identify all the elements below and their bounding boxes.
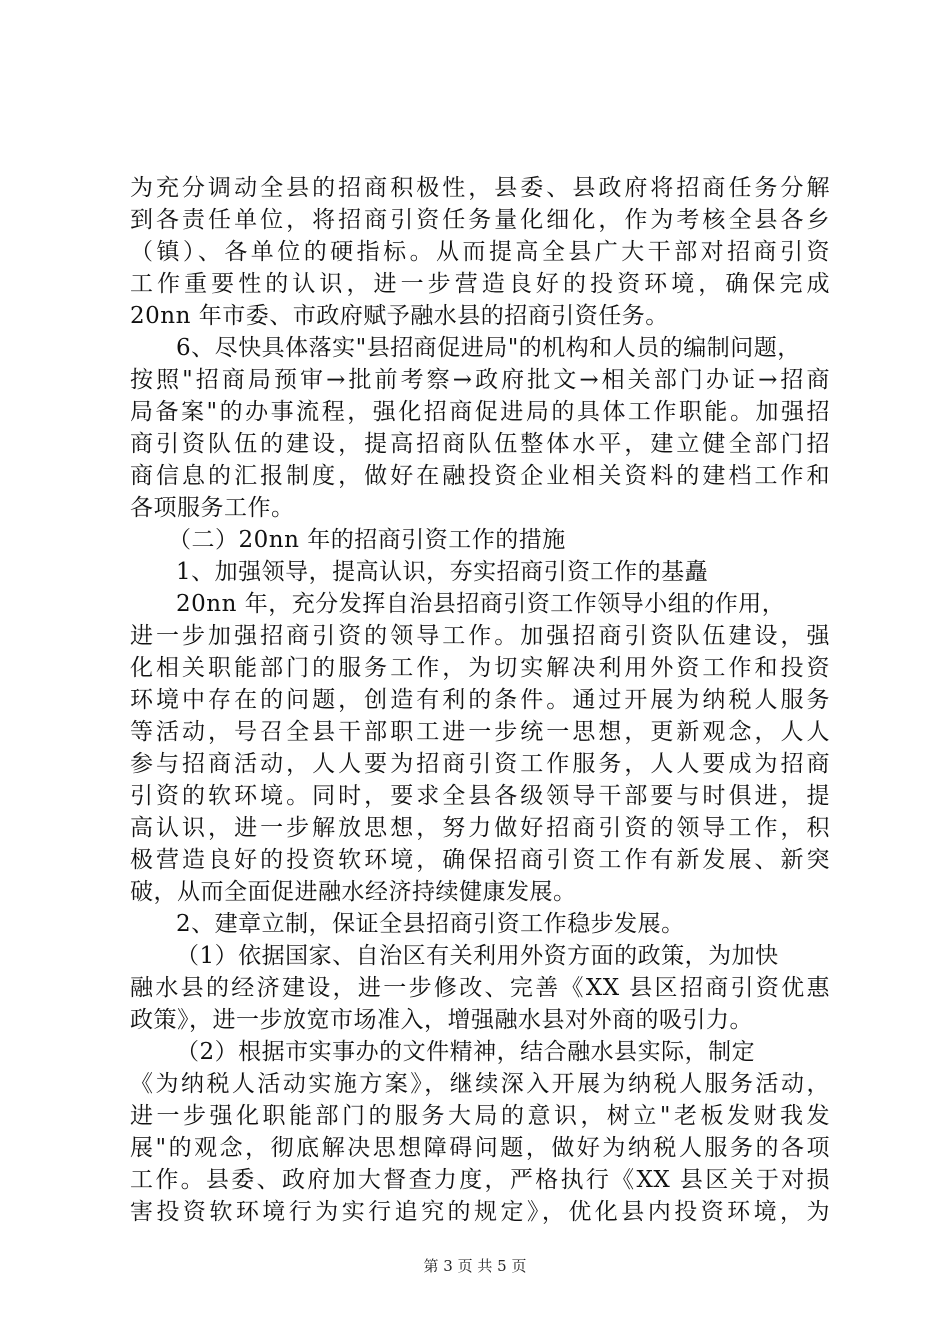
paragraph-line: 20nn 年市委、市政府赋予融水县的招商引资任务。: [130, 303, 669, 329]
section-heading: （二）20nn 年的招商引资工作的措施: [168, 527, 566, 553]
paragraph-line: 害投资软环境行为实行追究的规定》，优化县内投资环境，为: [130, 1199, 830, 1225]
paragraph-line: 进一步强化职能部门的服务大局的意识，树立"老板发财我发: [130, 1103, 830, 1129]
paragraph-line: 工作。县委、政府加大督查力度，严格执行《XX 县区关于对损: [130, 1167, 830, 1193]
paragraph-line: 20nn 年，充分发挥自治县招商引资工作领导小组的作用，: [176, 591, 786, 617]
paragraph-line: 各项服务工作。: [130, 495, 295, 521]
paragraph-line: 融水县的经济建设，进一步修改、完善《XX 县区招商引资优惠: [130, 975, 830, 1001]
paragraph-line: 到各责任单位，将招商引资任务量化细化，作为考核全县各乡: [130, 207, 830, 233]
paragraph-line: （1）依据国家、自治区有关利用外资方面的政策，为加快: [176, 943, 779, 969]
paragraph-line: 环境中存在的问题，创造有利的条件。通过开展为纳税人服务: [130, 687, 830, 713]
paragraph-line: 《为纳税人活动实施方案》，继续深入开展为纳税人服务活动，: [130, 1071, 830, 1097]
paragraph-line: 破，从而全面促进融水经济持续健康发展。: [130, 879, 577, 905]
page-number-footer: 第 3 页 共 5 页: [423, 1257, 527, 1275]
paragraph-line: 工作重要性的认识，进一步营造良好的投资环境，确保完成: [130, 271, 830, 297]
paragraph-line: 高认识，进一步解放思想，努力做好招商引资的领导工作，积: [130, 815, 830, 841]
paragraph-line: 局备案"的办事流程，强化招商促进局的具体工作职能。加强招: [130, 399, 830, 425]
paragraph-line: 6、尽快具体落实"县招商促进局"的机构和人员的编制问题，: [176, 335, 801, 361]
paragraph-line: 引资的软环境。同时，要求全县各级领导干部要与时俱进，提: [130, 783, 830, 809]
paragraph-line: 为充分调动全县的招商积极性，县委、县政府将招商任务分解: [130, 175, 830, 201]
subsection-heading: 2、建章立制，保证全县招商引资工作稳步发展。: [176, 911, 685, 937]
paragraph-line: 进一步加强招商引资的领导工作。加强招商引资队伍建设，强: [130, 623, 830, 649]
paragraph-line: 商引资队伍的建设，提高招商队伍整体水平，建立健全部门招: [130, 431, 830, 457]
paragraph-line: （镇）、各单位的硬指标。从而提高全县广大干部对招商引资: [130, 239, 830, 265]
subsection-heading: 1、加强领导，提高认识，夯实招商引资工作的基矗: [176, 559, 709, 585]
paragraph-line: 展"的观念，彻底解决思想障碍问题，做好为纳税人服务的各项: [130, 1135, 830, 1161]
paragraph-line: 化相关职能部门的服务工作，为切实解决利用外资工作和投资: [130, 655, 830, 681]
paragraph-line: 等活动，号召全县干部职工进一步统一思想，更新观念，人人: [130, 719, 830, 745]
paragraph-line: （2）根据市实事办的文件精神，结合融水县实际，制定: [176, 1039, 756, 1065]
paragraph-line: 参与招商活动，人人要为招商引资工作服务，人人要成为招商: [130, 751, 830, 777]
paragraph-line: 政策》，进一步放宽市场准入，增强融水县对外商的吸引力。: [130, 1007, 753, 1033]
paragraph-line: 商信息的汇报制度，做好在融投资企业相关资料的建档工作和: [130, 463, 830, 489]
paragraph-line: 按照"招商局预审→批前考察→政府批文→相关部门办证→招商: [130, 367, 830, 393]
paragraph-line: 极营造良好的投资软环境，确保招商引资工作有新发展、新突: [130, 847, 830, 873]
